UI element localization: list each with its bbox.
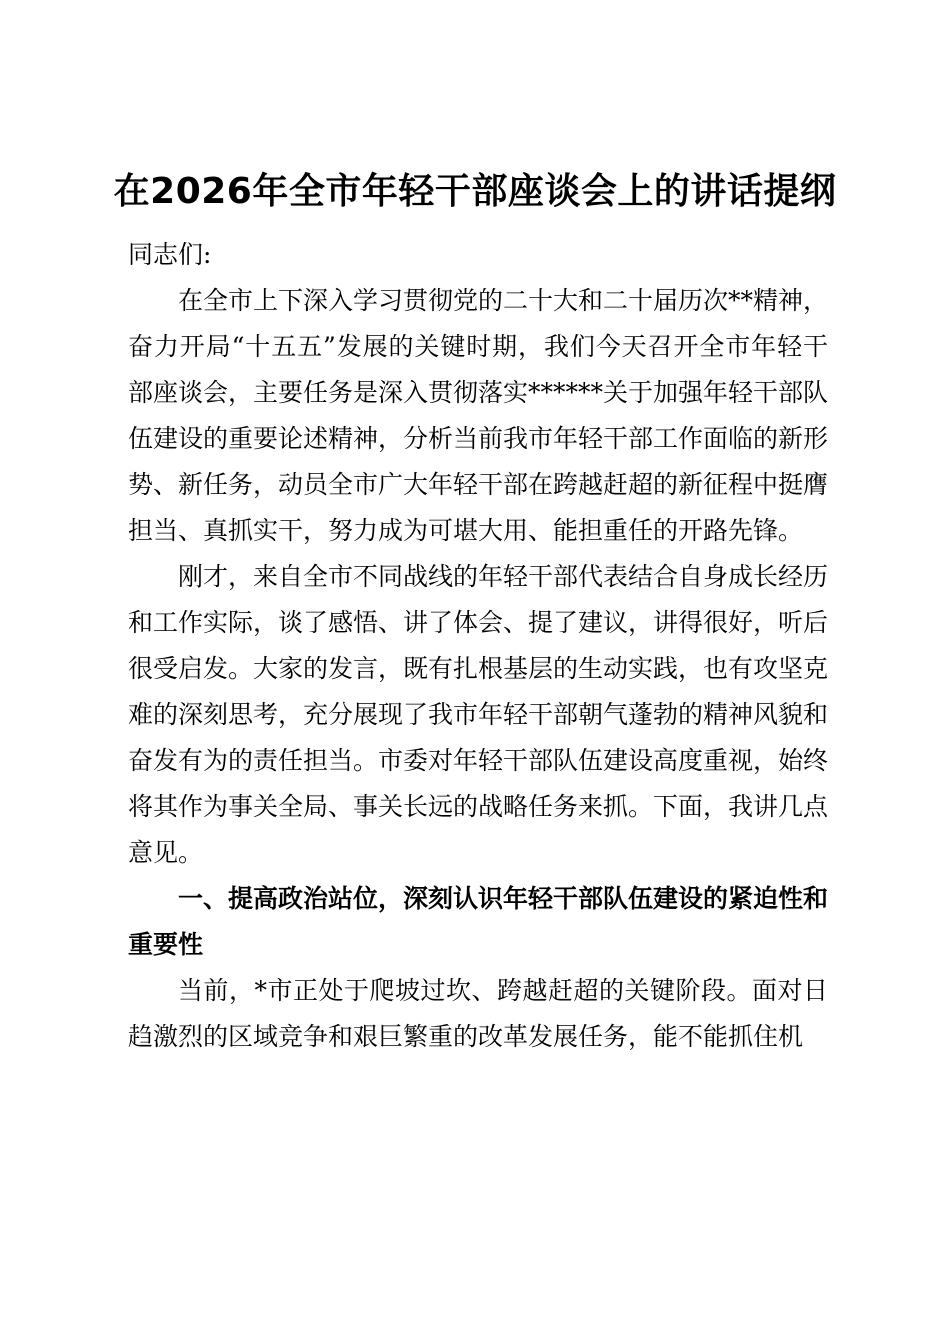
- paragraph-feedback: 刚才，来自全市不同战线的年轻干部代表结合自身成长经历和工作实际，谈了感悟、讲了体会、提了建议，讲得很好，听后很受启发。大家的发言，既有扎根基层的生动实践，也有攻坚克难的深刻思考，充分展现了我市年轻干部朝气蓬勃的精神风貌和奋发有为的责任担当。市委对年轻干部队伍建设高度重视，始终将其作为事关全局、事关长远的战略任务来抓。下面，我讲几点意见。: [128, 562, 829, 867]
- salutation: 同志们:: [128, 240, 212, 269]
- paragraph-section-1: 当前，*市正处于爬坡过坎、跨越赶超的关键阶段。面对日趋激烈的区域竞争和艰巨繁重的改革发展任务，能不能抓住机: [128, 976, 828, 1051]
- section-heading-1: 一、提高政治站位，深刻认识年轻干部队伍建设的紧迫性和重要性: [128, 884, 829, 959]
- paragraph-opening: 在全市上下深入学习贯彻党的二十大和二十届历次**精神，奋力开局“十五五”发展的关键时期，我们今天召开全市年轻干部座谈会，主要任务是深入贯彻落实******关于加强年轻干部队伍建设的重要论述精神，分析当前我市年轻干部工作面临的新形势、新任务，动员全市广大年轻干部在跨越赶超的新征程中挺膺担当、真抓实干，努力成为可堪大用、能担重任的开路先锋。: [128, 286, 829, 545]
- document-title: 在2026年全市年轻干部座谈会上的讲话提纲: [113, 171, 837, 212]
- document-body: [128, 232, 828, 1060]
